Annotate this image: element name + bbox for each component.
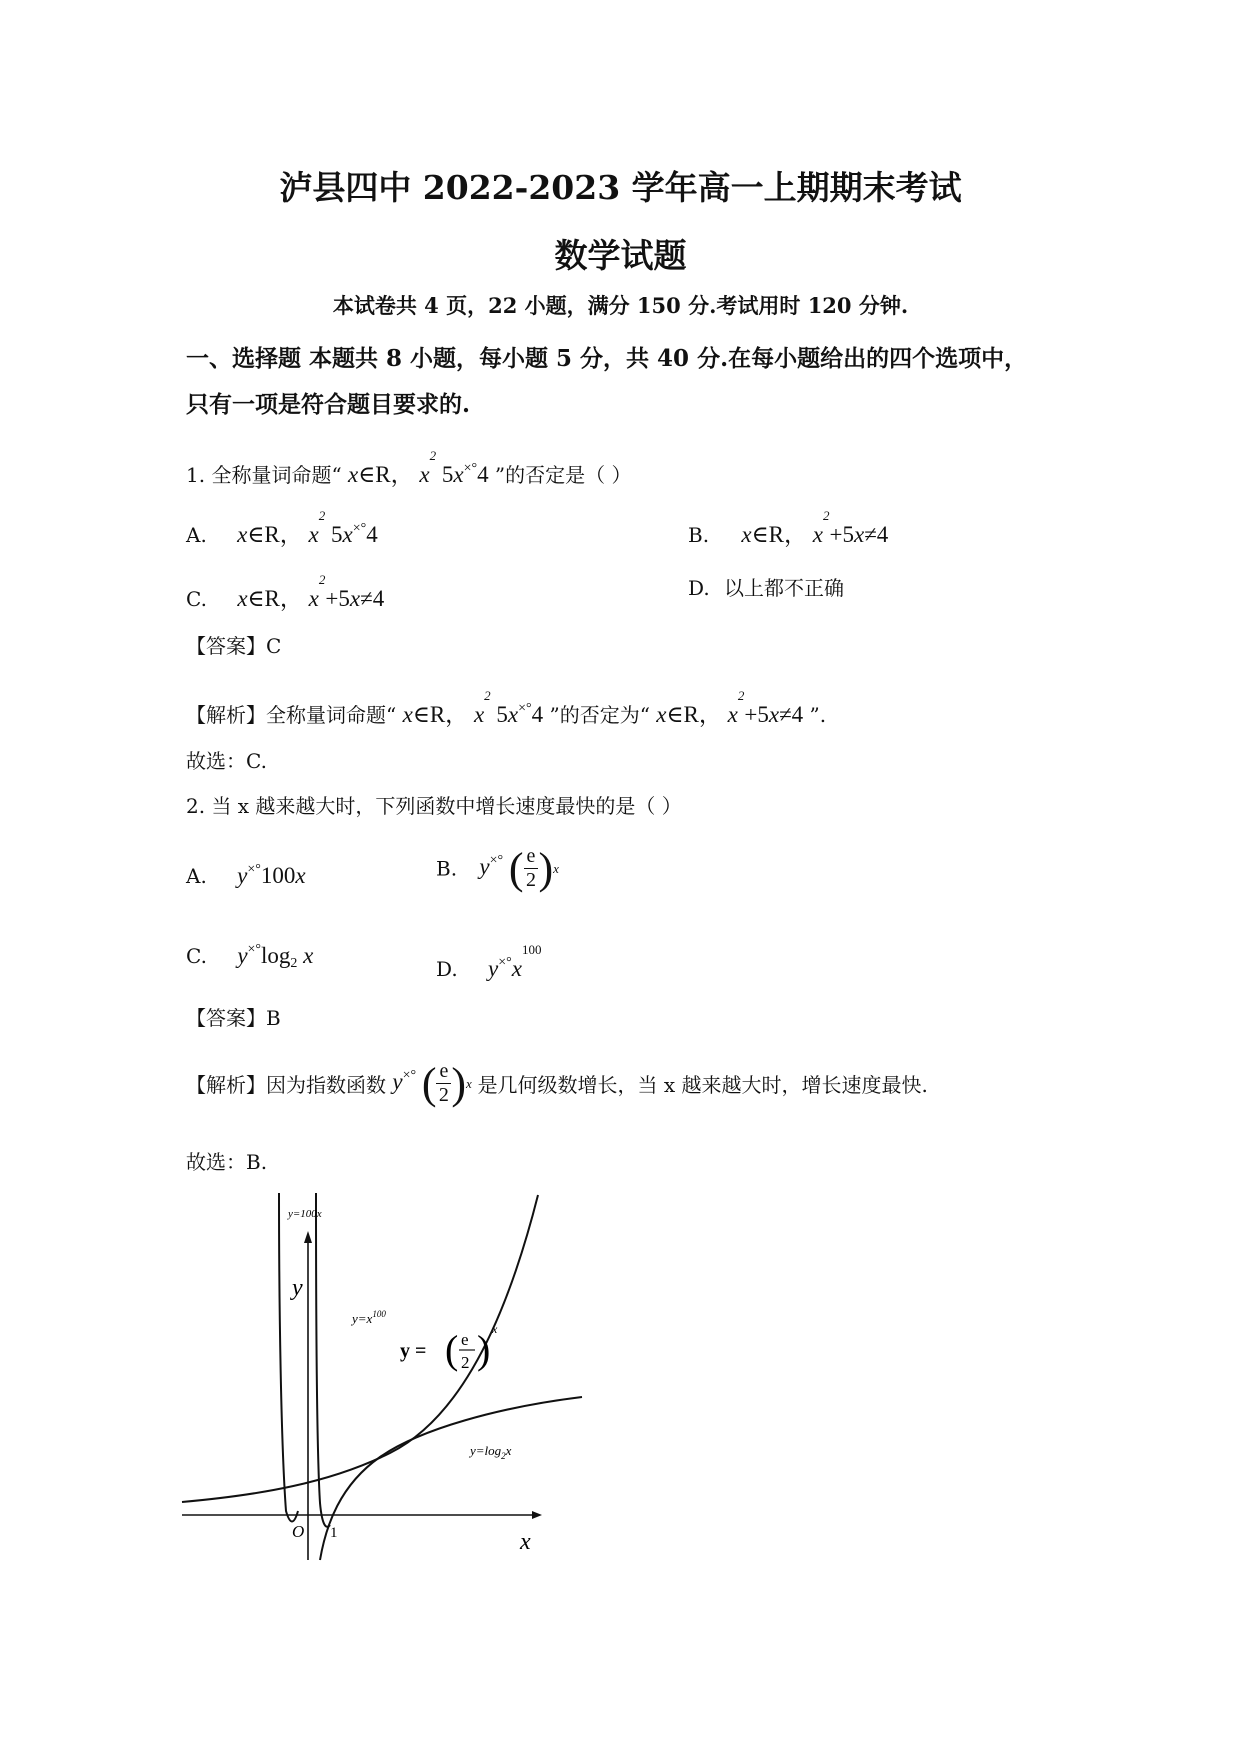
q1-option-d-label: D. bbox=[688, 576, 710, 600]
q2-analysis: 【解析】因为指数函数 y×° ( e 2 ) x 是几何级数增长，当 x 越来越大时，增长速度最快. bbox=[186, 1058, 928, 1108]
q2-option-d: D. $y^{\times^\circ}x^{100}$ bbox=[436, 942, 542, 981]
x-axis-arrow bbox=[532, 1511, 542, 1519]
function-graph bbox=[180, 1185, 600, 1565]
y-axis-arrow bbox=[304, 1231, 312, 1243]
q2-conclusion: 故选：B. bbox=[186, 1150, 268, 1174]
q2-option-a: A. y×°100x bbox=[186, 862, 306, 888]
exam-subtitle: 数学试题 bbox=[554, 236, 687, 275]
label-exp-e: e bbox=[461, 1330, 469, 1349]
q2-stem: 2. 当 x 越来越大时，下列函数中增长速度最快的是（ ） bbox=[186, 794, 682, 818]
label-exp-2: 2 bbox=[461, 1353, 470, 1372]
q1-option-d-text: 以上都不正确 bbox=[724, 576, 845, 600]
q1-conclusion: 故选：C. bbox=[186, 749, 267, 773]
q1-option-c: C. x∈R， $x^2+5x\ne 4$ bbox=[186, 572, 385, 611]
q1-option-c-label: C. bbox=[186, 587, 207, 611]
q2-answer: 【答案】B bbox=[186, 1006, 281, 1030]
q1-option-b-label: B. bbox=[688, 523, 710, 547]
q1-answer: 【答案】C bbox=[186, 634, 282, 658]
label-x100: $y=x^{100}$ bbox=[352, 1309, 386, 1326]
section-heading-line2: 只有一项是符合题目要求的. bbox=[186, 391, 471, 418]
label-exp-paren-open: ( bbox=[445, 1327, 459, 1372]
label-exp-paren-close: ) bbox=[477, 1327, 491, 1372]
label-origin: O bbox=[292, 1522, 305, 1541]
label-log2: $y=\log_2x$ bbox=[470, 1443, 512, 1461]
q2-option-c: C. y×°log2 x bbox=[186, 942, 314, 971]
label-100x: y=100x bbox=[288, 1208, 322, 1220]
label-exp-x: x bbox=[492, 1322, 498, 1336]
section-heading-line1: 一、选择题 本题共 8 小题，每小题 5 分，共 40 分.在每小题给出的四个选项中， bbox=[186, 345, 1028, 372]
q1-stem-suffix: ”的否定是（ ） bbox=[494, 463, 632, 487]
curve-100x bbox=[279, 1193, 298, 1522]
q1-option-d bbox=[688, 572, 844, 601]
label-y-axis: y bbox=[292, 1275, 303, 1301]
q1-stem-math: x∈R， $x^2$ 5x×°4 bbox=[348, 448, 489, 487]
q1-option-b: B. x∈R， $x^2+5x\ne 4$ bbox=[688, 508, 889, 547]
q1-stem-prefix: 1. 全称量词命题“ bbox=[186, 463, 342, 487]
exam-title: 泸县四中 2022-2023 学年高一上期期末考试 bbox=[279, 168, 962, 207]
q1-analysis: 【解析】全称量词命题“ x∈R， $x^2$ 5x×°4 ”的否定为“ x∈R， $x^2+5x\ne 4$ ”. bbox=[186, 688, 827, 727]
q2-option-b: B. y×° ( e 2 ) x bbox=[436, 843, 559, 893]
label-x-axis: x bbox=[520, 1529, 531, 1555]
exam-info: 本试卷共 4 页，22 小题，满分 150 分.考试用时 120 分钟. bbox=[332, 293, 909, 318]
label-one: 1 bbox=[330, 1525, 338, 1541]
q1-stem bbox=[186, 448, 632, 489]
q1-option-a-label: A. bbox=[186, 523, 207, 547]
curve-log2 bbox=[320, 1397, 582, 1560]
q1-option-a: A. x∈R， $x^2$ 5x×°4 bbox=[186, 508, 378, 547]
label-exp-prefix: y = bbox=[400, 1340, 427, 1362]
